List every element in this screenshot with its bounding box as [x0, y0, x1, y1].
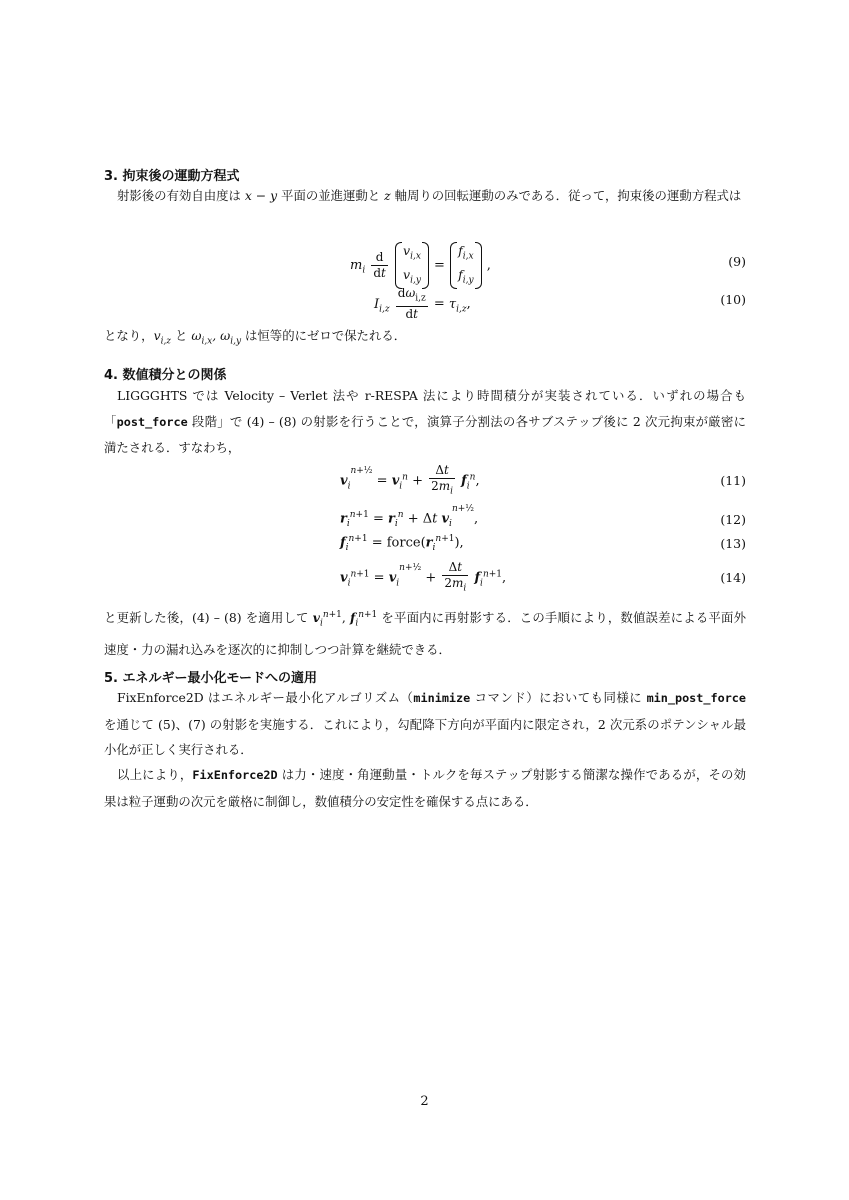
- code-min-post-force: min_post_force: [646, 691, 746, 705]
- text-run: 射影後の有効自由度は: [117, 188, 245, 203]
- equation-10-number: (10): [720, 292, 746, 307]
- text-run: は恒等的にゼロで保たれる．: [241, 328, 407, 343]
- text-run: は力・速度・角運動量・トルクを毎ステップ射影する簡潔な操作であるが，その効果は粒子運動の次元を厳格に制御し，数値積分の安定性を確保する点にある．: [104, 767, 747, 809]
- math-v-f-updated: v: [312, 610, 320, 626]
- equation-14-number: (14): [720, 570, 746, 585]
- equation-11-body: $v_i^{n+\frac{1}{2}} = v_i^n$ + $\frac{\Delta t}{2m_i}$ $f_i^n$,: [340, 463, 480, 497]
- section-5-paragraph-1: [104, 685, 746, 763]
- text-run: 軸周りの回転運動のみである．従って，拘束後の運動方程式は: [390, 188, 742, 203]
- math-v-iz: $v_{i,z}$: [153, 328, 172, 347]
- section-4-heading: 4. 数値積分との関係: [104, 368, 227, 383]
- equation-11: [104, 463, 746, 503]
- section-5-heading: 5. エネルギー最小化モードへの適用: [104, 671, 317, 686]
- text-run: 段階」で (4) – (8) の射影を行うことで，演算子分割法の各サブステップ後に 2 次元拘束が厳密に満たされる．すなわち，: [104, 413, 747, 455]
- equation-9-body: $m_i$ $\frac{d}{dt}$ $v_{i,x}$ $v_{i,y}$ = $f_{i,x}$ $f_{i,y}$ ,: [350, 242, 491, 289]
- equation-9-number: (9): [728, 254, 746, 269]
- equation-10: [104, 286, 746, 322]
- math-xy: x − y: [244, 188, 278, 203]
- equation-10-body: $I_{i,z}$ $\frac{d\omega_{i,z}}{dt}$ = $\tau_{i,z}$,: [374, 286, 471, 322]
- equation-14-body: $v_i^{n+1} = v_i^{n+\frac{1}{2}}$ + $\frac{\Delta t}{2m_i}$ $f_i^{n+1}$,: [340, 560, 507, 594]
- text-run: となり，: [104, 328, 154, 343]
- section-3-heading: 3. 拘束後の運動方程式: [104, 169, 240, 184]
- section-3-paragraph-2: [104, 323, 746, 355]
- code-post-force: post_force: [116, 414, 188, 429]
- text-run: と更新した後，(4) – (8) を適用して: [104, 610, 313, 626]
- text-run: LIGGGHTS では Velocity – Verlet 法や r-RESPA 法により時間積分が実装されている．いずれの場合も「: [104, 388, 746, 429]
- code-fixenforce2d: FixEnforce2D: [192, 768, 278, 782]
- force-function: force: [386, 535, 421, 551]
- section-3-paragraph-1: [104, 183, 746, 209]
- text-run: 以上により，: [117, 767, 193, 782]
- equation-11-number: (11): [720, 473, 746, 488]
- text-run: コマンド）においても同様に: [470, 690, 647, 705]
- equation-12-number: (12): [720, 512, 746, 527]
- text-run: FixEnforce2D はエネルギー最小化アルゴリズム（: [117, 690, 414, 705]
- text-run: 平面の並進運動と: [277, 188, 385, 203]
- math-z: z: [384, 188, 391, 203]
- page-number: 2: [420, 1094, 429, 1109]
- equation-12-body: $r_i^{n+1} = r_i^n + \Delta t$ $v_i^{n+\frac{1}{2}}$,: [340, 504, 479, 529]
- equation-13-body: $f_i^{n+1}$ = $force(r_i^{n+1})$,: [340, 534, 464, 553]
- math-omega-ix-iy: $\omega_{i,x}$, $\omega_{i,y}$: [191, 328, 242, 347]
- section-4-paragraph-1: [104, 383, 746, 461]
- text-run: と: [171, 328, 192, 343]
- section-5-paragraph-2: [104, 762, 746, 814]
- text-run: を通じて (5)、(7) の射影を実施する．これにより，勾配降下方向が平面内に限定され，2 次元系のポテンシャル最小化が正しく実行される．: [104, 716, 746, 757]
- equation-13-number: (13): [720, 536, 746, 551]
- section-4-paragraph-2: と更新した後，(4) – (8) を適用して $v_i^{n+1}$, $f_i^{n+1}$ を平面内に再射影する．この手順により，数値誤差による平面外速度・力の漏れ込みを逐次的に抑制しつつ計算を継続できる．: [104, 610, 746, 658]
- code-minimize: minimize: [413, 691, 471, 705]
- equation-9: [104, 242, 746, 285]
- text-run: を平面内に再射影する．この手順により，数値誤差による平面外速度・力の漏れ込みを逐次的に抑制しつつ計算を継続できる．: [104, 610, 746, 658]
- equation-13: [104, 534, 746, 556]
- equation-14: [104, 560, 746, 600]
- equation-12: [104, 504, 746, 532]
